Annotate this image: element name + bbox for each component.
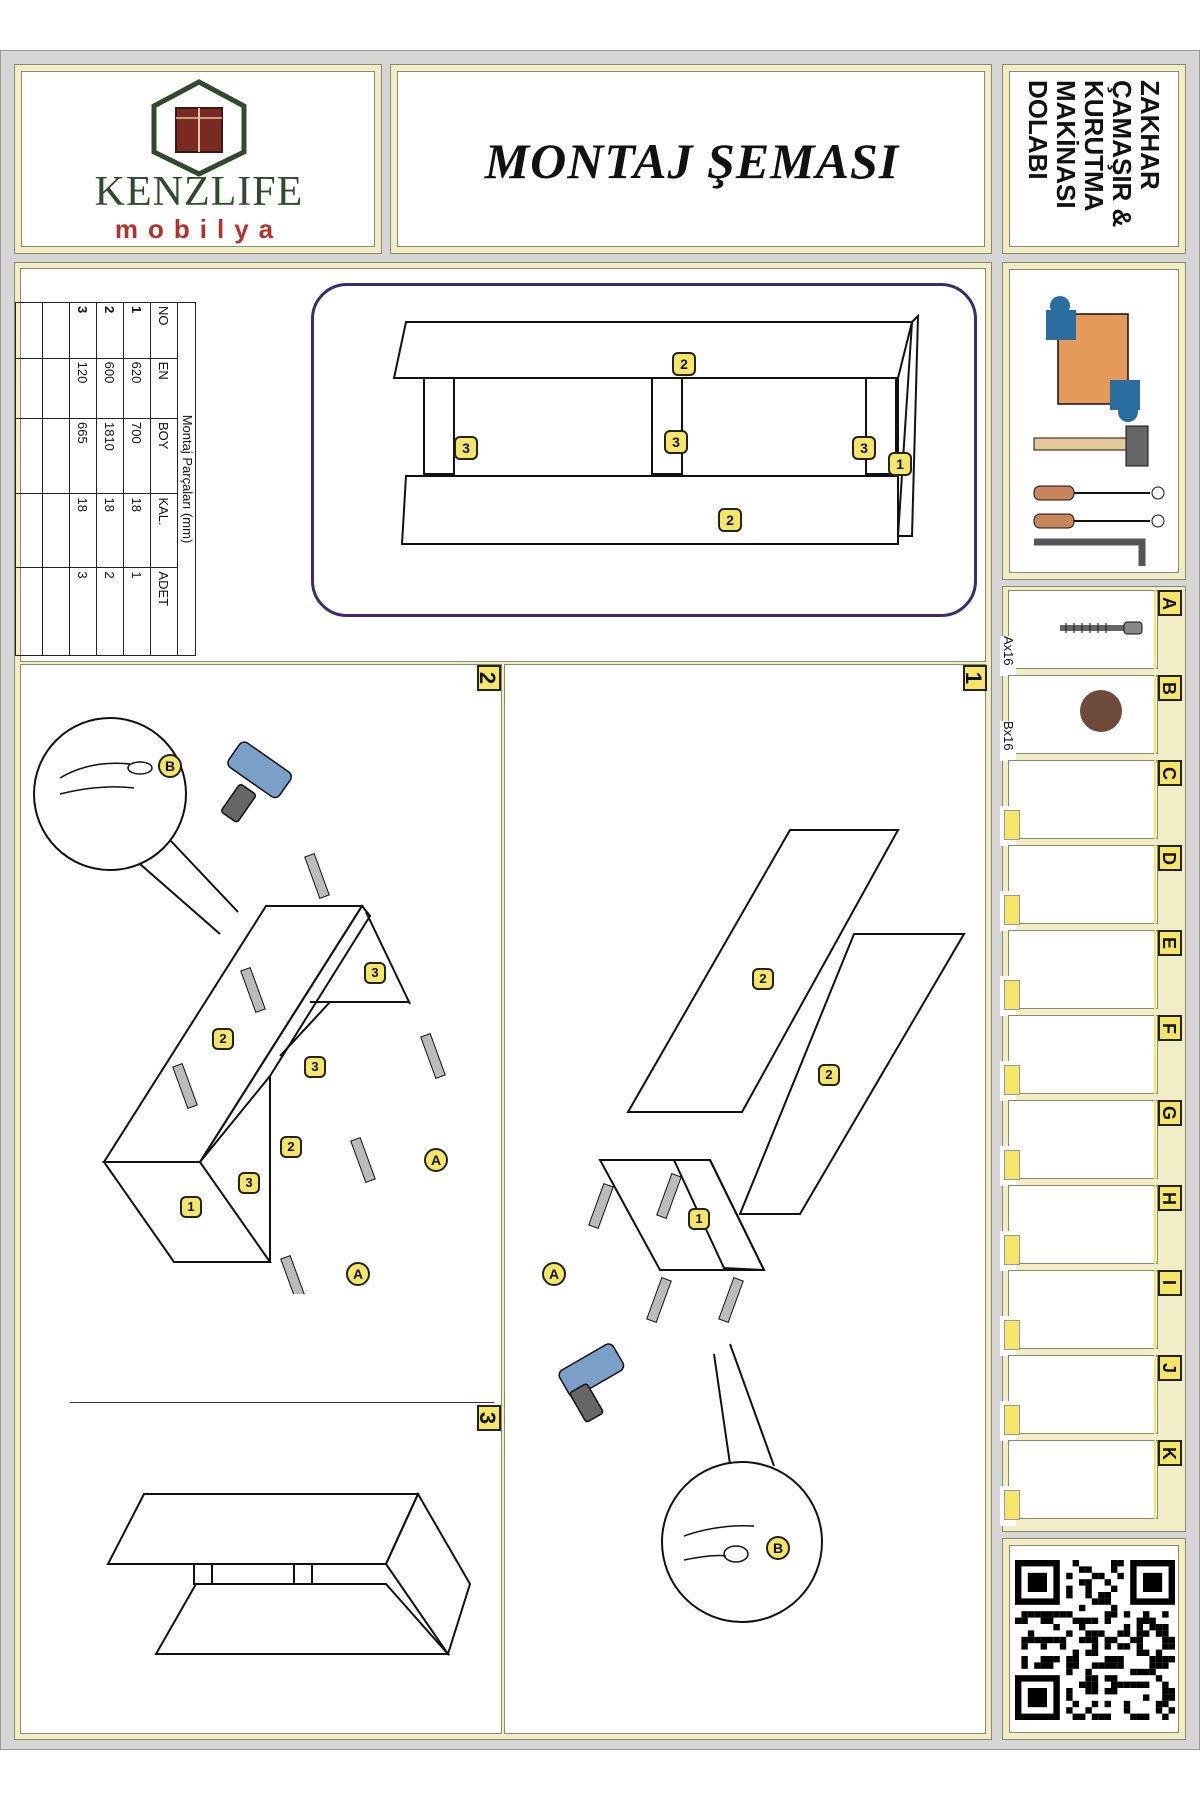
table-header: ADET: [151, 568, 178, 656]
part-label-2: 2: [212, 1028, 234, 1050]
step-number-2: 2: [477, 665, 501, 691]
table-cell: 1: [124, 568, 151, 656]
table-header: KAL.: [151, 494, 178, 568]
callout-a: A: [346, 1262, 370, 1286]
table-cell: 1810: [97, 418, 124, 493]
part-label-2: 2: [752, 968, 774, 990]
part-label-3: 3: [364, 962, 386, 984]
product-name-line: ÇAMAŞIR &: [1107, 80, 1137, 228]
product-panel: [1002, 64, 1186, 254]
allen-key-icon: [1034, 542, 1142, 566]
part-label-3: 3: [852, 436, 876, 460]
hardware-row: [1008, 930, 1180, 1009]
product-name-line: DOLABI: [1023, 80, 1053, 180]
step-3-divider: [70, 1402, 494, 1403]
qr-panel: [1002, 1538, 1186, 1740]
screw-icon: [1060, 620, 1150, 636]
hammer-icon: [1034, 426, 1148, 466]
hardware-row: [1008, 1440, 1180, 1519]
overview-area: [20, 268, 986, 662]
table-cell: 1: [124, 303, 151, 359]
hardware-qty: Ax16: [1000, 636, 1016, 676]
table-cell: 18: [70, 494, 97, 568]
phillips-screwdriver-icon: [1034, 486, 1164, 500]
callout-b: B: [766, 1536, 790, 1560]
table-header: EN: [151, 358, 178, 418]
part-label-3: 3: [454, 436, 478, 460]
hardware-row: [1008, 1355, 1180, 1434]
step-number-3: 3: [477, 1405, 501, 1431]
parts-table-wrap: [30, 302, 196, 662]
part-label-2: 2: [672, 352, 696, 376]
hardware-row: [1008, 1015, 1180, 1094]
logo-brand: KENZLIFE: [94, 169, 304, 215]
table-cell: 700: [124, 418, 151, 493]
hardware-row: [1008, 1270, 1180, 1349]
table-cell: 3: [70, 568, 97, 656]
step-1-drawing: [504, 664, 986, 1734]
product-name: [1014, 80, 1174, 242]
step-number-1: 1: [963, 665, 987, 691]
table-cell: 18: [97, 494, 124, 568]
assembled-preview: [311, 283, 977, 617]
hardware-letter: D: [1158, 845, 1182, 871]
hardware-row: [1008, 845, 1180, 924]
part-label-3: 3: [238, 1172, 260, 1194]
cap-icon: [1080, 690, 1122, 732]
hardware-letter: A: [1158, 590, 1182, 616]
logo-sub: mobilya: [114, 214, 284, 244]
parts-table: [15, 302, 178, 656]
product-name-line: ZAKHAR: [1135, 80, 1165, 190]
table-header: NO: [151, 303, 178, 359]
callout-a: A: [542, 1262, 566, 1286]
product-name-line: KURUTMA: [1079, 80, 1109, 212]
table-cell: 600: [97, 358, 124, 418]
hardware-letter: I: [1158, 1270, 1182, 1296]
step-3-drawing: [20, 1404, 502, 1734]
table-header: BOY: [151, 418, 178, 493]
part-label-2: 2: [280, 1136, 302, 1158]
drill-icon: [557, 1342, 626, 1423]
hand-icon: [684, 1526, 754, 1562]
table-cell: 2: [97, 303, 124, 359]
qr-code-icon: [1015, 1560, 1175, 1720]
tools-panel: [1002, 262, 1186, 580]
table-cell: 620: [124, 358, 151, 418]
part-label-3: 3: [304, 1056, 326, 1078]
drill-icon: [221, 740, 294, 823]
hardware-letter: H: [1158, 1185, 1182, 1211]
parts-table-caption: Montaj Parçaları (mm): [178, 302, 196, 656]
logo-house-icon: [144, 78, 254, 178]
hardware-row: [1008, 760, 1180, 839]
product-name-line: MAKİNASI: [1051, 80, 1081, 209]
hardware-letter: J: [1158, 1355, 1182, 1381]
flat-screwdriver-icon: [1034, 514, 1164, 528]
hardware-letter: F: [1158, 1015, 1182, 1041]
hardware-letter: G: [1158, 1100, 1182, 1126]
table-cell: 120: [70, 358, 97, 418]
two-people-icon: [1046, 296, 1140, 422]
part-label-1: 1: [180, 1196, 202, 1218]
hardware-letter: E: [1158, 930, 1182, 956]
callout-a: A: [424, 1148, 448, 1172]
hardware-row: [1008, 1185, 1180, 1264]
table-cell: 18: [124, 494, 151, 568]
logo-panel: [14, 64, 382, 254]
hardware-qty: Bx16: [1000, 721, 1016, 761]
part-label-1: 1: [888, 452, 912, 476]
part-label-2: 2: [718, 508, 742, 532]
hardware-letter: B: [1158, 675, 1182, 701]
part-label-3: 3: [664, 430, 688, 454]
callout-b: B: [158, 754, 182, 778]
part-label-1: 1: [688, 1208, 710, 1230]
hardware-row: [1008, 1100, 1180, 1179]
hardware-letter: C: [1158, 760, 1182, 786]
table-cell: 665: [70, 418, 97, 493]
table-cell: 3: [70, 303, 97, 359]
tools-drawing: [1010, 270, 1180, 574]
table-cell: 2: [97, 568, 124, 656]
hand-icon: [60, 762, 152, 794]
title-panel: [390, 64, 992, 254]
step-2-drawing: [20, 664, 502, 1294]
part-label-2: 2: [818, 1064, 840, 1086]
page-title: MONTAJ ŞEMASI: [484, 133, 900, 189]
hardware-letter: K: [1158, 1440, 1182, 1466]
